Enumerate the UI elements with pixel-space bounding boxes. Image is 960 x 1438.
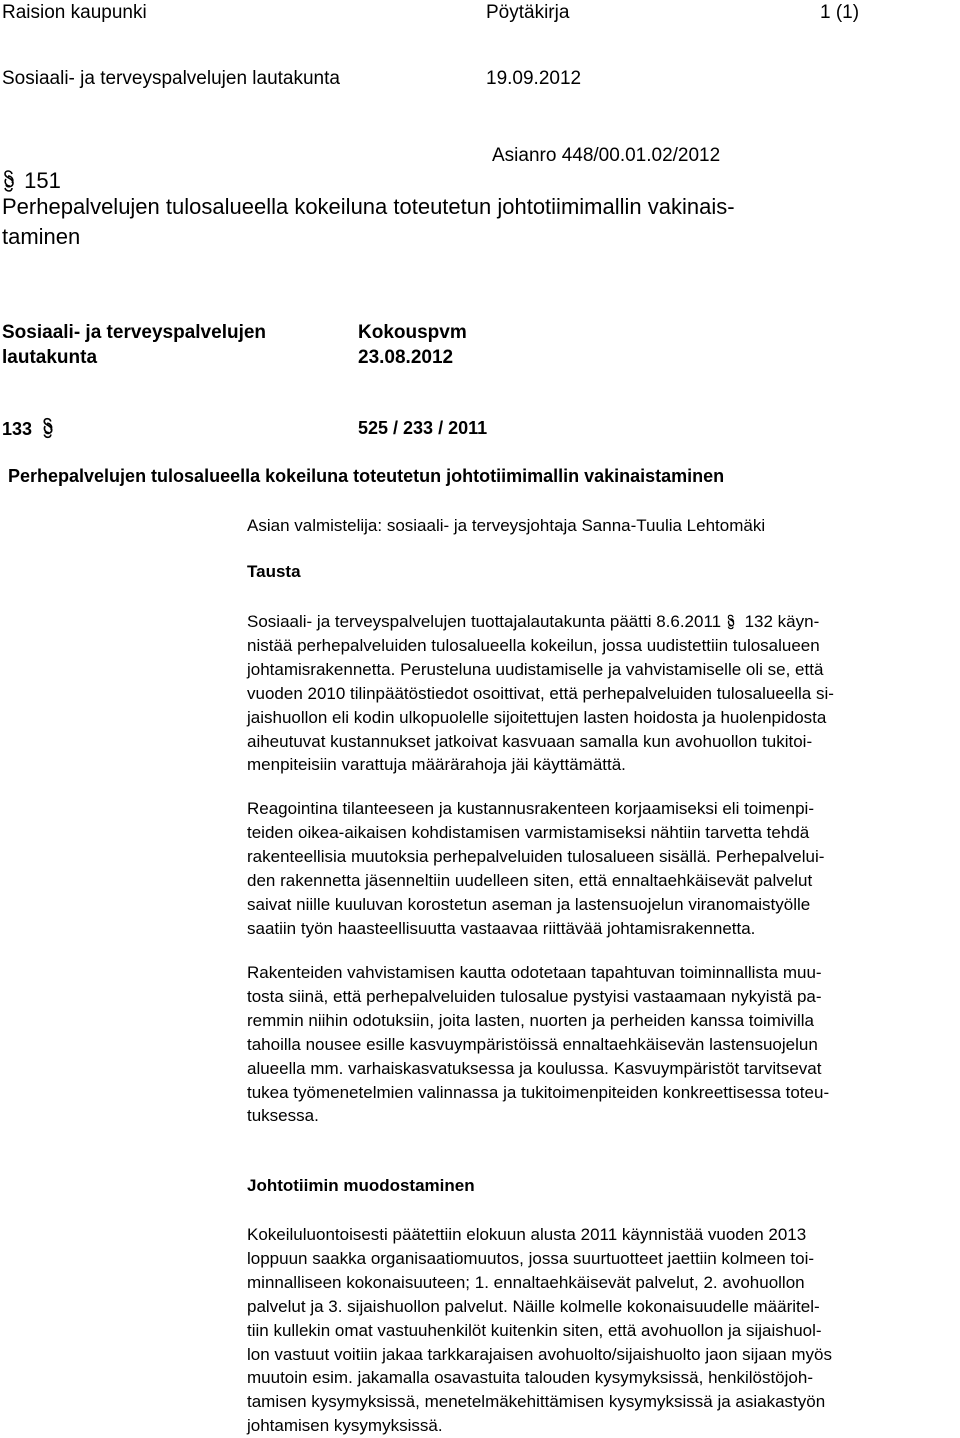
background-paragraph-1 (247, 610, 959, 777)
meeting-date-label: Kokouspvm (358, 322, 467, 343)
section-sign-icon (726, 612, 740, 630)
case-preparer: Asian valmistelija: sosiaali- ja terveysjohtaja Sanna-Tuulia Lehtomäki (247, 516, 766, 535)
paragraph-line: saivat niille kuuluvan korostetun aseman ja lastensuojelun viranomaistyölle (247, 894, 811, 914)
main-item-number: 151 (24, 168, 61, 193)
subheading: Johtotiimin muodostaminen (247, 1176, 475, 1195)
prior-item-number-row (2, 414, 57, 444)
section-sign-icon (41, 414, 57, 440)
paragraph-text: Sosiaali- ja terveyspalvelujen tuottajalautakunta päätti 8.6.2011 (247, 612, 726, 631)
paragraph-line: Rakenteiden vahvistamisen kautta odotetaan tapahtuvan toiminnallista muu- (247, 963, 822, 982)
paragraph-line: tukea työmenetelmien valinnassa ja tukitoimenpiteiden konkreettisessa toteu- (247, 1082, 830, 1102)
paragraph-line: nistää perhepalveluiden tulosalueella kokeilun, jossa uudistettiin tulosalueen (247, 635, 820, 655)
paragraph-line: tiin kullekin omat vastuuhenkilöt kuitenkin siten, että avohuollon ja sijaishuol- (247, 1320, 822, 1340)
paragraph-line: tosta siinä, että perhepalveluiden tulosalue pystyisi vastaamaan nykyistä pa- (247, 986, 822, 1006)
prior-item-number: 133 (2, 419, 33, 439)
paragraph-line: alueella mm. varhaiskasvatuksessa ja koulussa. Kasvuympäristöt tarvitsevat (247, 1058, 822, 1078)
paragraph-line: den rakennetta jäsenneltiin uudelleen siten, että ennaltaehkäisevät palvelut (247, 870, 813, 890)
paragraph-line: remmin niihin odotuksiin, joita lasten, nuorten ja perheiden kanssa toimivilla (247, 1010, 814, 1030)
page-number: 1 (1) (820, 2, 860, 23)
prior-item-title: Perhepalvelujen tulosalueella kokeiluna toteutetun johtotiimimallin vakinaistaminen (8, 466, 725, 486)
case-number: Asianro 448/00.01.02/2012 (492, 145, 721, 166)
paragraph-line: loppuun saakka organisaatiomuutos, jossa suurtuotteet jaettiin kolmeen toi- (247, 1248, 815, 1268)
prior-board-label-line-2: lautakunta (2, 347, 98, 368)
paragraph-line: tahoilla nousee esille kasvuympäristöissä ennaltaehkäisevän lastensuojelun (247, 1034, 818, 1054)
paragraph-line: Reagointina tilanteeseen ja kustannusrakenteen korjaamiseksi eli toimenpi- (247, 799, 814, 818)
main-item-title-line-2: taminen (2, 224, 81, 249)
prior-item-reference: 525 / 233 / 2011 (358, 418, 488, 438)
paragraph-line: vuoden 2010 tilinpäätöstiedot osoittivat, että perhepalveluiden tulosalueella si- (247, 683, 834, 703)
paragraph-text: 132 käyn- (744, 612, 820, 631)
paragraph-line: minnalliseen kokonaisuuteen; 1. ennaltaehkäisevät palvelut, 2. avohuollon (247, 1272, 805, 1292)
paragraph-line: johtamisrakennetta. Perusteluna uudistamiselle ja vahvistamiselle oli se, että (247, 659, 824, 679)
background-paragraph-2 (247, 797, 959, 940)
board-name: Sosiaali- ja terveyspalvelujen lautakunta (2, 68, 340, 89)
paragraph-line: muutoin esim. jakamalla osavastuita talouden kysymyksissä, henkilöstöjoh- (247, 1368, 813, 1388)
paragraph-line: tuksessa. (247, 1106, 319, 1126)
final-paragraph (247, 1223, 959, 1438)
paragraph-line: jaishuollon eli kodin ulkopuolelle sijoitettujen lasten hoidosta ja huolenpidosta (247, 707, 827, 727)
background-heading: Tausta (247, 562, 301, 581)
paragraph-line: Kokeiluluontoisesti päätettiin elokuun alusta 2011 käynnistää vuoden 2013 (247, 1225, 807, 1244)
paragraph-line: aiheutuvat kustannukset jatkoivat kasvuaan samalla kun avohuollon tukitoi- (247, 731, 813, 751)
paragraph-line: rakenteellisia muutoksia perhepalveluiden tulosalueen sisällä. Perhepalvelui- (247, 846, 825, 866)
background-paragraph-3 (247, 961, 959, 1128)
paragraph-line (247, 610, 959, 634)
paragraph-line: teiden oikea-aikaisen kohdistamisen varmistamiseksi nähtiin tarvetta tehdä (247, 822, 810, 842)
prior-board-label-line-1: Sosiaali- ja terveyspalvelujen (2, 322, 267, 343)
main-item-title-line-1: Perhepalvelujen tulosalueella kokeiluna toteutetun johtotiimimallin vakinais- (2, 194, 735, 219)
document-type: Pöytäkirja (486, 2, 570, 23)
prior-meeting-date: 23.08.2012 (358, 347, 454, 368)
meeting-date: 19.09.2012 (486, 68, 582, 89)
paragraph-line: saatiin työn haasteellisuutta vastaavaa riittävää johtamisrakennetta. (247, 918, 756, 938)
paragraph-line: tamisen kysymyksissä, menetelmäkehittämisen kysymyksissä ja asiakastyön (247, 1392, 826, 1412)
organization-name: Raision kaupunki (2, 2, 147, 23)
paragraph-line: palvelut ja 3. sijaishuollon palvelut. Näille kolmelle kokonaisuudelle määritel- (247, 1296, 820, 1316)
paragraph-line: menpiteisiin varattuja määrärahoja jäi käyttämättä. (247, 755, 626, 775)
paragraph-line: lon vastuut voitiin jakaa tarkkarajaisen avohuolto/sijaishuolto jaon sijaan myös (247, 1344, 832, 1364)
paragraph-line: johtamisen kysymyksissä. (247, 1416, 443, 1436)
